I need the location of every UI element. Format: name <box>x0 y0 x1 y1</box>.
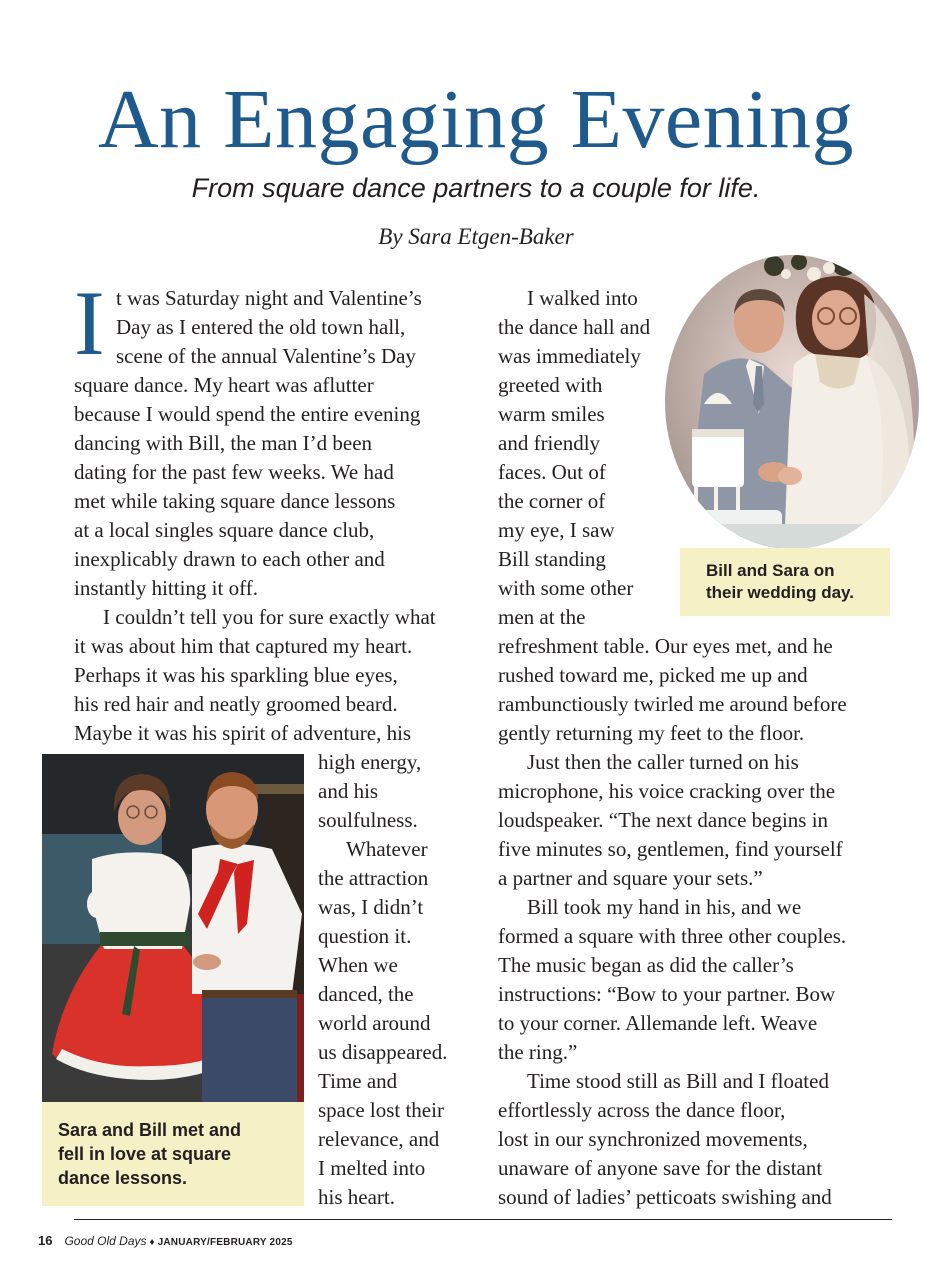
article-subtitle: From square dance partners to a couple for life. <box>191 173 761 203</box>
byline: By Sara Etgen-Baker <box>378 224 574 249</box>
body-line: the attraction <box>318 866 429 890</box>
body-line: men at the <box>498 605 586 629</box>
body-line: rambunctiously twirled me around before <box>498 692 847 716</box>
body-line: effortlessly across the dance floor, <box>498 1098 786 1122</box>
body-line: to your corner. Allemande left. Weave <box>498 1011 818 1035</box>
body-line: instructions: “Bow to your partner. Bow <box>498 982 836 1006</box>
diamond-separator-icon: ♦ <box>149 1237 155 1248</box>
body-line: I couldn’t tell you for sure exactly what <box>103 605 436 629</box>
body-line: Just then the caller turned on his <box>527 750 799 774</box>
body-line: it was about him that captured my heart. <box>74 634 413 658</box>
body-line: and friendly <box>498 431 601 455</box>
square-dance-photo-caption <box>42 1102 304 1206</box>
body-line: I walked into <box>527 286 638 310</box>
body-line: and his <box>318 779 379 803</box>
body-line: the ring.” <box>498 1040 578 1064</box>
body-line: five minutes so, gentlemen, find yourself <box>498 837 843 861</box>
issue-date: JANUARY/FEBRUARY 2025 <box>157 1237 293 1248</box>
body-line: a partner and square your sets.” <box>498 866 763 890</box>
drop-cap: I <box>74 272 105 374</box>
body-line: Day as I entered the old town hall, <box>116 315 406 339</box>
body-line: was immediately <box>498 344 641 368</box>
body-line: greeted with <box>498 373 603 397</box>
magazine-name: Good Old Days <box>64 1234 147 1248</box>
body-line: instantly hitting it off. <box>74 576 258 600</box>
body-line: scene of the annual Valentine’s Day <box>116 344 416 368</box>
body-line: us disappeared. <box>318 1040 448 1064</box>
body-line: Time stood still as Bill and I floated <box>527 1069 829 1093</box>
body-line: because I would spend the entire evening <box>74 402 421 426</box>
body-line: met while taking square dance lessons <box>74 489 396 513</box>
body-line: high energy, <box>318 750 422 774</box>
body-line: dating for the past few weeks. We had <box>74 460 394 484</box>
body-line: microphone, his voice cracking over the <box>498 779 836 803</box>
body-line: inexplicably drawn to each other and <box>74 547 385 571</box>
body-line: question it. <box>318 924 412 948</box>
body-line: warm smiles <box>498 402 605 426</box>
body-line: at a local singles square dance club, <box>74 518 375 542</box>
body-line: with some other <box>498 576 634 600</box>
body-line: formed a square with three other couples. <box>498 924 847 948</box>
body-line: When we <box>318 953 398 977</box>
body-line: Perhaps it was his sparkling blue eyes, <box>74 663 398 687</box>
body-line: his red hair and neatly groomed beard. <box>74 692 398 716</box>
footer-divider <box>74 1219 892 1220</box>
caption-line: fell in love at square <box>58 1144 232 1164</box>
body-line: the corner of <box>498 489 606 513</box>
body-line: his heart. <box>318 1185 395 1209</box>
caption-line: Sara and Bill met and <box>58 1120 242 1140</box>
body-line: unaware of anyone save for the distant <box>498 1156 823 1180</box>
body-line: world around <box>318 1011 431 1035</box>
body-line: dancing with Bill, the man I’d been <box>74 431 373 455</box>
body-line: was, I didn’t <box>318 895 424 919</box>
body-line: The music began as did the caller’s <box>498 953 794 977</box>
wedding-photo <box>664 254 920 550</box>
body-line: space lost their <box>318 1098 444 1122</box>
caption-line: their wedding day. <box>706 583 854 602</box>
body-line: soulfulness. <box>318 808 418 832</box>
caption-line: dance lessons. <box>58 1168 188 1188</box>
body-line: sound of ladies’ petticoats swishing and <box>498 1185 832 1209</box>
body-line: t was Saturday night and Valentine’s <box>116 286 422 310</box>
body-line: the dance hall and <box>498 315 651 339</box>
body-line: square dance. My heart was aflutter <box>74 373 374 397</box>
body-line: refreshment table. Our eyes met, and he <box>498 634 833 658</box>
body-line: gently returning my feet to the floor. <box>498 721 805 745</box>
body-line: Whatever <box>346 837 428 861</box>
body-line: loudspeaker. “The next dance begins in <box>498 808 829 832</box>
body-line: faces. Out of <box>498 460 606 484</box>
body-line: lost in our synchronized movements, <box>498 1127 808 1151</box>
body-line: rushed toward me, picked me up and <box>498 663 808 687</box>
caption-line: Bill and Sara on <box>706 561 835 580</box>
article-title: An Engaging Evening <box>97 73 855 166</box>
wedding-photo-caption <box>680 548 890 616</box>
square-dance-photo <box>42 754 304 1104</box>
body-line: danced, the <box>318 982 414 1006</box>
body-line: Bill took my hand in his, and we <box>527 895 802 919</box>
body-line: Maybe it was his spirit of adventure, his <box>74 721 412 745</box>
body-line: relevance, and <box>318 1127 440 1151</box>
body-line: I melted into <box>318 1156 426 1180</box>
body-line: my eye, I saw <box>498 518 615 542</box>
body-line: Bill standing <box>498 547 606 571</box>
body-line: Time and <box>318 1069 398 1093</box>
page-footer <box>38 1233 293 1251</box>
page-number: 16 <box>38 1233 53 1248</box>
